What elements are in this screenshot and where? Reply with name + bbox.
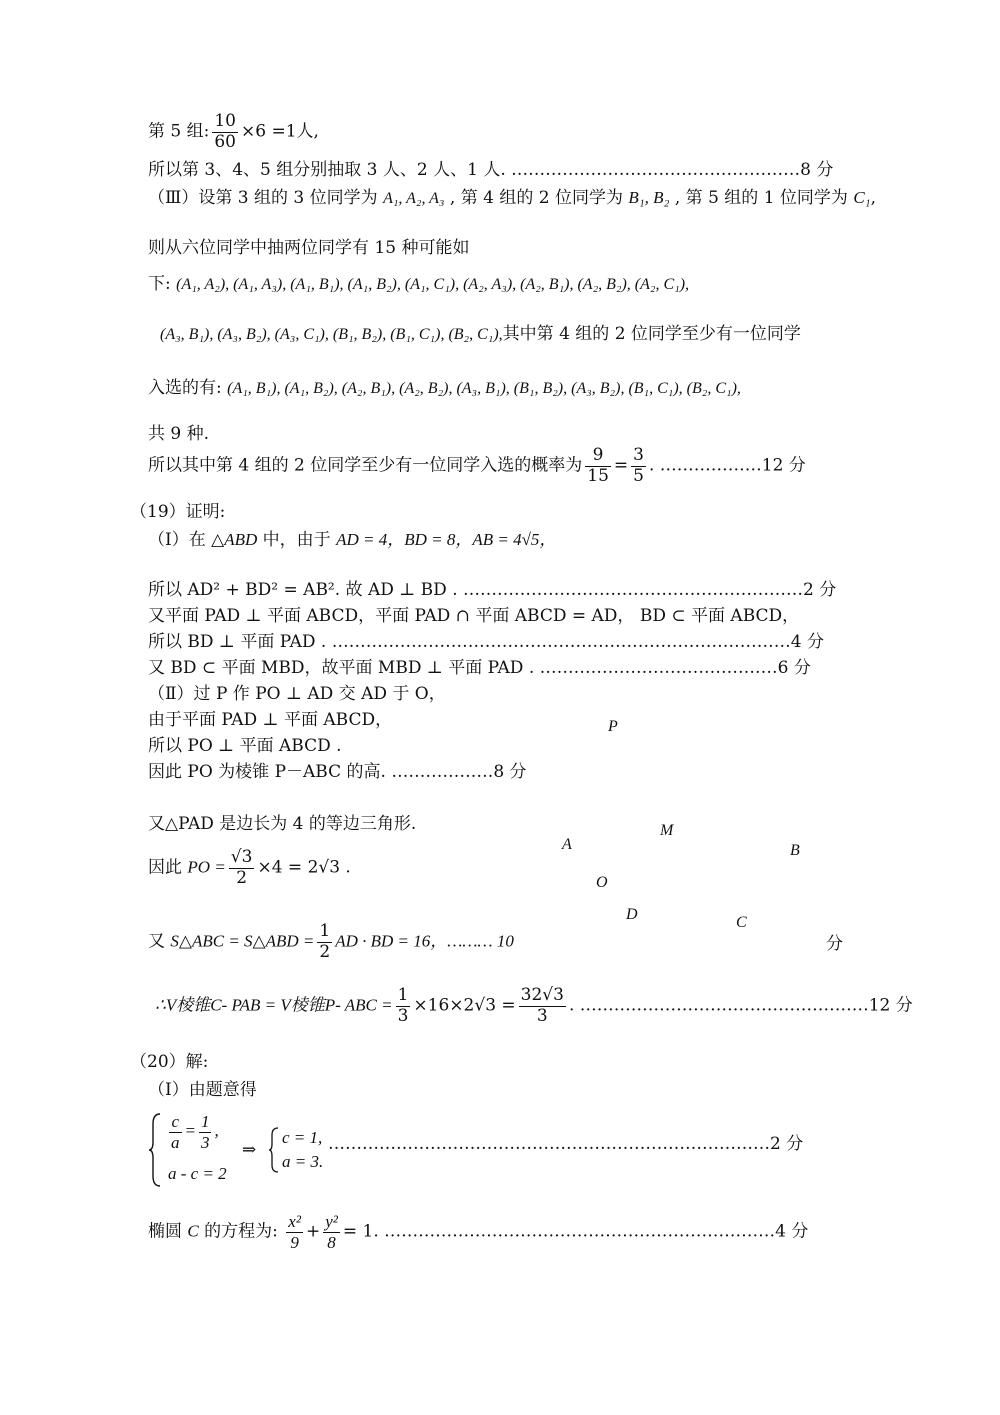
area-line: 又 S△ABC = S△ABD = $\frac{1}{2}$ AD · BD = 16，……… 10 [148, 921, 514, 962]
part3-intro-line: （Ⅲ）设第 3 组的 3 位同学为 A₁, A₂, A₃ , 第 4 组的 2 位同学为 B₁, B₂ , 第 5 组的 1 位同学为 C₁, [148, 188, 876, 208]
label-A: A [562, 836, 572, 853]
q20-part1-intro: （Ⅰ）由题意得 [148, 1080, 257, 1100]
selected-combos-line: 入选的有: (A₁, B₁), (A₁, B₂), (A₂, B₁), (A₂, B₂), (A₃, B₁), (B₁, B₂), (A₃, B₂), (B₁, C₁), (B₂, C₁), [148, 378, 741, 398]
solution-a: a = 3. [282, 1152, 324, 1171]
pythagoras-line: 所以 AD² + BD² = AB². 故 AD ⊥ BD . ……………………………………………………2 分 [148, 580, 837, 600]
implies-symbol: ⇒ [242, 1140, 257, 1160]
eq-difference: a - c = 2 [168, 1164, 227, 1183]
ellipse-equation-line: 椭圆 C 的方程为: $\frac{\text{x²}}{9}$ + $\frac{\text{y²}}{8}$ = 1. ……………………………………………………………4 分 [148, 1212, 809, 1252]
mbd-perp-line: 又 BD ⊂ 平面 MBD，故平面 MBD ⊥ 平面 PAD . ……………………………………6 分 [148, 658, 811, 678]
q19-heading: （19）证明: [130, 502, 226, 522]
fraction-10-60: $\frac{10}{60}$ [214, 111, 236, 152]
bd-perp-line: 所以 BD ⊥ 平面 PAD . ………………………………………………………………………4 分 [148, 632, 824, 652]
label-P: P [608, 718, 618, 735]
equilateral-line: 又△PAD 是边长为 4 的等边三角形. [148, 814, 417, 834]
height-line: 因此 PO 为棱锥 P－ABC 的高. ………………8 分 [148, 762, 527, 782]
label-C: C [736, 914, 747, 931]
left-brace-2 [268, 1126, 280, 1174]
combos-line-1: 下: (A₁, A₂), (A₁, A₃), (A₁, B₁), (A₁, B₂), (A₁, C₁), (A₂, A₃), (A₂, B₁), (A₂, B₂), (A₂, C₁), [148, 274, 690, 294]
po-value-line: 因此 PO = $\frac{√3}{2}$ ×4 = 2√3 . [148, 847, 351, 888]
label-M: M [660, 822, 674, 839]
plane-given-line: 由于平面 PAD ⊥ 平面 ABCD， [148, 710, 393, 730]
po-perp-line: 所以 PO ⊥ 平面 ABCD . [148, 736, 342, 756]
score-2: ……………………………………………………………………2 分 [328, 1134, 804, 1154]
q19-part1-given: （Ⅰ）在 △ABD 中，由于 AD = 4，BD = 8，AB = 4√5， [148, 530, 557, 550]
plane-perp-line: 又平面 PAD ⊥ 平面 ABCD，平面 PAD ∩ 平面 ABCD = AD， BD ⊂ 平面 ABCD， [148, 606, 800, 626]
label-B: B [790, 842, 800, 859]
q20-heading: （20）解: [130, 1052, 209, 1072]
label-D: D [626, 906, 638, 923]
left-brace-1 [148, 1112, 162, 1188]
score-unit: 分 [826, 934, 843, 954]
combos-line-2: (A₃, B₁), (A₃, B₂), (A₃, C₁), (B₁, B₂), (B₁, C₁), (B₂, C₁),其中第 4 组的 2 位同学至少有一位同学 [160, 324, 801, 344]
combos-intro-line: 则从六位同学中抽两位同学有 15 种可能如 [148, 238, 470, 258]
solution-c: c = 1, [282, 1128, 323, 1147]
eq-ratio: $\frac{c}{a}$ = $\frac{1}{3}$ , [171, 1112, 219, 1152]
group5-line: 第 5 组: $\frac{10}{60}$ ×6 =1人, [148, 111, 319, 152]
volume-line: ∴V棱锥C- PAB = V棱锥P- ABC = $\frac{1}{3}$ ×16×2√3 = $\frac{32√3}{3}$ . ……………………………………………12 分 [155, 985, 913, 1026]
count-line: 共 9 种. [148, 424, 210, 444]
part2-construct-line: （Ⅱ）过 P 作 PO ⊥ AD 交 AD 于 O， [148, 684, 446, 704]
label-O: O [596, 874, 608, 891]
equation-system [148, 1110, 848, 1190]
probability-line: 所以其中第 4 组的 2 位同学至少有一位同学入选的概率为 $\frac{9}{15}$ = $\frac{3}{5}$ . ………………12 分 [148, 445, 806, 486]
sampling-result-line: 所以第 3、4、5 组分别抽取 3 人、2 人、1 人. ……………………………………………8 分 [148, 160, 834, 180]
